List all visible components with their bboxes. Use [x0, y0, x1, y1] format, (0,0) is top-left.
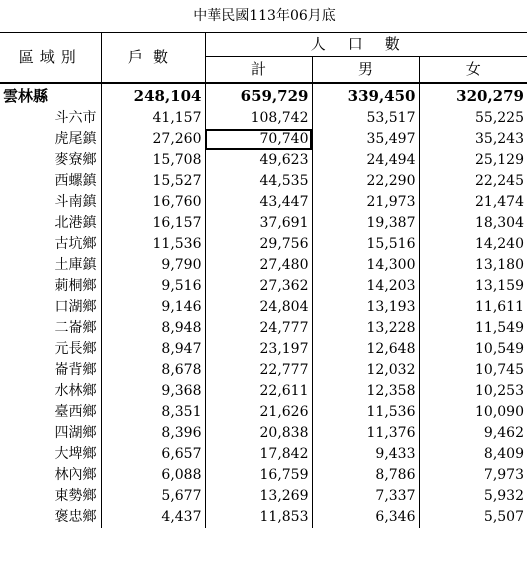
header-population[interactable]: 人口數	[205, 33, 527, 57]
cell-male[interactable]: 19,387	[312, 213, 419, 234]
cell-male[interactable]: 7,337	[312, 486, 419, 507]
cell-female[interactable]: 11,611	[419, 297, 527, 318]
selected-cell[interactable]: 70,740	[205, 129, 312, 150]
cell-households[interactable]: 15,527	[101, 171, 205, 192]
cell-name[interactable]: 土庫鎮	[54, 257, 97, 273]
cell-households[interactable]: 6,657	[101, 444, 205, 465]
cell-female[interactable]: 10,549	[419, 339, 527, 360]
cell-total[interactable]: 20,838	[205, 423, 312, 444]
cell-female[interactable]: 21,474	[419, 192, 527, 213]
cell-male[interactable]: 6,346	[312, 507, 419, 528]
cell-male[interactable]: 13,228	[312, 318, 419, 339]
table-row	[0, 318, 527, 339]
cell-total[interactable]: 16,759	[205, 465, 312, 486]
cell-name[interactable]: 崙背鄉	[54, 362, 97, 378]
cell-name[interactable]: 元長鄉	[54, 341, 97, 357]
cell-name[interactable]: 四湖鄉	[54, 425, 97, 441]
cell-name[interactable]: 林內鄉	[54, 467, 97, 483]
cell-name[interactable]: 莿桐鄉	[54, 278, 97, 294]
cell-name[interactable]: 麥寮鄉	[54, 152, 97, 168]
table-row	[0, 150, 527, 171]
population-table	[0, 32, 527, 528]
cell-name[interactable]: 斗南鎮	[54, 194, 97, 210]
cell-name[interactable]: 古坑鄉	[54, 236, 97, 252]
cell-name[interactable]: 口湖鄉	[54, 299, 97, 315]
cell-female[interactable]: 10,090	[419, 402, 527, 423]
cell-households[interactable]: 41,157	[101, 108, 205, 129]
cell-male[interactable]: 24,494	[312, 150, 419, 171]
county-total[interactable]: 659,729	[205, 83, 312, 108]
cell-name[interactable]: 大埤鄉	[54, 446, 97, 462]
table-row	[0, 402, 527, 423]
table-row	[0, 507, 527, 528]
cell-households[interactable]: 15,708	[101, 150, 205, 171]
county-total-row	[0, 83, 527, 108]
table-row	[0, 486, 527, 507]
cell-male[interactable]: 14,203	[312, 276, 419, 297]
county-male[interactable]: 339,450	[312, 83, 419, 108]
cell-male[interactable]: 15,516	[312, 234, 419, 255]
cell-households[interactable]: 9,790	[101, 255, 205, 276]
cell-total[interactable]: 44,535	[205, 171, 312, 192]
cell-households[interactable]: 8,396	[101, 423, 205, 444]
cell-households[interactable]: 16,157	[101, 213, 205, 234]
cell-households[interactable]: 8,947	[101, 339, 205, 360]
cell-name[interactable]: 西螺鎮	[54, 173, 97, 189]
cell-total[interactable]: 22,777	[205, 360, 312, 381]
cell-total[interactable]: 17,842	[205, 444, 312, 465]
cell-male[interactable]: 21,973	[312, 192, 419, 213]
header-female[interactable]: 女	[419, 57, 527, 83]
table-row	[0, 192, 527, 213]
cell-female[interactable]: 10,253	[419, 381, 527, 402]
cell-households[interactable]: 8,351	[101, 402, 205, 423]
table-row	[0, 423, 527, 444]
cell-female[interactable]: 35,243	[419, 129, 527, 150]
cell-households[interactable]: 16,760	[101, 192, 205, 213]
cell-female[interactable]: 5,932	[419, 486, 527, 507]
cell-male[interactable]: 11,376	[312, 423, 419, 444]
cell-female[interactable]: 14,240	[419, 234, 527, 255]
cell-name[interactable]: 褒忠鄉	[54, 509, 97, 525]
table-row	[0, 108, 527, 129]
cell-female[interactable]: 25,129	[419, 150, 527, 171]
table-row	[0, 465, 527, 486]
cell-households[interactable]: 5,677	[101, 486, 205, 507]
county-name[interactable]: 雲林縣	[0, 83, 101, 108]
cell-households[interactable]: 8,948	[101, 318, 205, 339]
cell-female[interactable]: 10,745	[419, 360, 527, 381]
table-row	[0, 276, 527, 297]
cell-total[interactable]: 37,691	[205, 213, 312, 234]
cell-households[interactable]: 9,368	[101, 381, 205, 402]
cell-male[interactable]: 13,193	[312, 297, 419, 318]
cell-total[interactable]: 27,480	[205, 255, 312, 276]
table-row	[0, 213, 527, 234]
cell-female[interactable]: 9,462	[419, 423, 527, 444]
cell-female[interactable]: 22,245	[419, 171, 527, 192]
cell-households[interactable]: 4,437	[101, 507, 205, 528]
header-total[interactable]: 計	[205, 57, 312, 83]
cell-female[interactable]: 18,304	[419, 213, 527, 234]
cell-total[interactable]: 11,853	[205, 507, 312, 528]
header-area[interactable]: 區域別	[0, 33, 101, 84]
cell-female[interactable]: 11,549	[419, 318, 527, 339]
cell-male[interactable]: 53,517	[312, 108, 419, 129]
cell-households[interactable]: 11,536	[101, 234, 205, 255]
cell-male[interactable]: 9,433	[312, 444, 419, 465]
header-households[interactable]: 戶數	[101, 33, 205, 84]
cell-total[interactable]: 23,197	[205, 339, 312, 360]
cell-name[interactable]: 北港鎮	[54, 215, 97, 231]
cell-female[interactable]: 7,973	[419, 465, 527, 486]
cell-households[interactable]: 9,516	[101, 276, 205, 297]
cell-total[interactable]: 108,742	[205, 108, 312, 129]
cell-male[interactable]: 35,497	[312, 129, 419, 150]
cell-female[interactable]: 13,180	[419, 255, 527, 276]
cell-female[interactable]: 8,409	[419, 444, 527, 465]
table-row	[0, 360, 527, 381]
cell-households[interactable]: 8,678	[101, 360, 205, 381]
cell-name[interactable]: 二崙鄉	[54, 320, 97, 336]
cell-name[interactable]: 水林鄉	[54, 383, 97, 399]
cell-total[interactable]: 21,626	[205, 402, 312, 423]
cell-male[interactable]: 22,290	[312, 171, 419, 192]
cell-total[interactable]: 29,756	[205, 234, 312, 255]
table-caption: 中華民國113年06月底	[193, 8, 336, 24]
table-row	[0, 234, 527, 255]
table-row	[0, 129, 527, 150]
cell-total[interactable]: 13,269	[205, 486, 312, 507]
cell-total[interactable]: 27,362	[205, 276, 312, 297]
cell-female[interactable]: 55,225	[419, 108, 527, 129]
cell-total[interactable]: 24,804	[205, 297, 312, 318]
cell-female[interactable]: 13,159	[419, 276, 527, 297]
cell-total[interactable]: 43,447	[205, 192, 312, 213]
table-row	[0, 255, 527, 276]
county-female[interactable]: 320,279	[419, 83, 527, 108]
cell-total[interactable]: 49,623	[205, 150, 312, 171]
cell-name[interactable]: 虎尾鎮	[54, 131, 97, 147]
cell-male[interactable]: 11,536	[312, 402, 419, 423]
cell-male[interactable]: 14,300	[312, 255, 419, 276]
county-households[interactable]: 248,104	[101, 83, 205, 108]
table-row	[0, 297, 527, 318]
cell-male[interactable]: 12,358	[312, 381, 419, 402]
cell-name[interactable]: 東勢鄉	[54, 488, 97, 504]
cell-male[interactable]: 12,648	[312, 339, 419, 360]
cell-total[interactable]: 22,611	[205, 381, 312, 402]
cell-name[interactable]: 斗六市	[54, 110, 97, 126]
header-row-1	[0, 33, 527, 57]
table-row	[0, 339, 527, 360]
table-row	[0, 171, 527, 192]
cell-male[interactable]: 8,786	[312, 465, 419, 486]
cell-households[interactable]: 27,260	[101, 129, 205, 150]
cell-households[interactable]: 9,146	[101, 297, 205, 318]
cell-female[interactable]: 5,507	[419, 507, 527, 528]
cell-name[interactable]: 臺西鄉	[54, 404, 97, 420]
table-row	[0, 444, 527, 465]
table-row	[0, 381, 527, 402]
cell-total[interactable]: 24,777	[205, 318, 312, 339]
header-male[interactable]: 男	[312, 57, 419, 83]
cell-male[interactable]: 12,032	[312, 360, 419, 381]
cell-households[interactable]: 6,088	[101, 465, 205, 486]
